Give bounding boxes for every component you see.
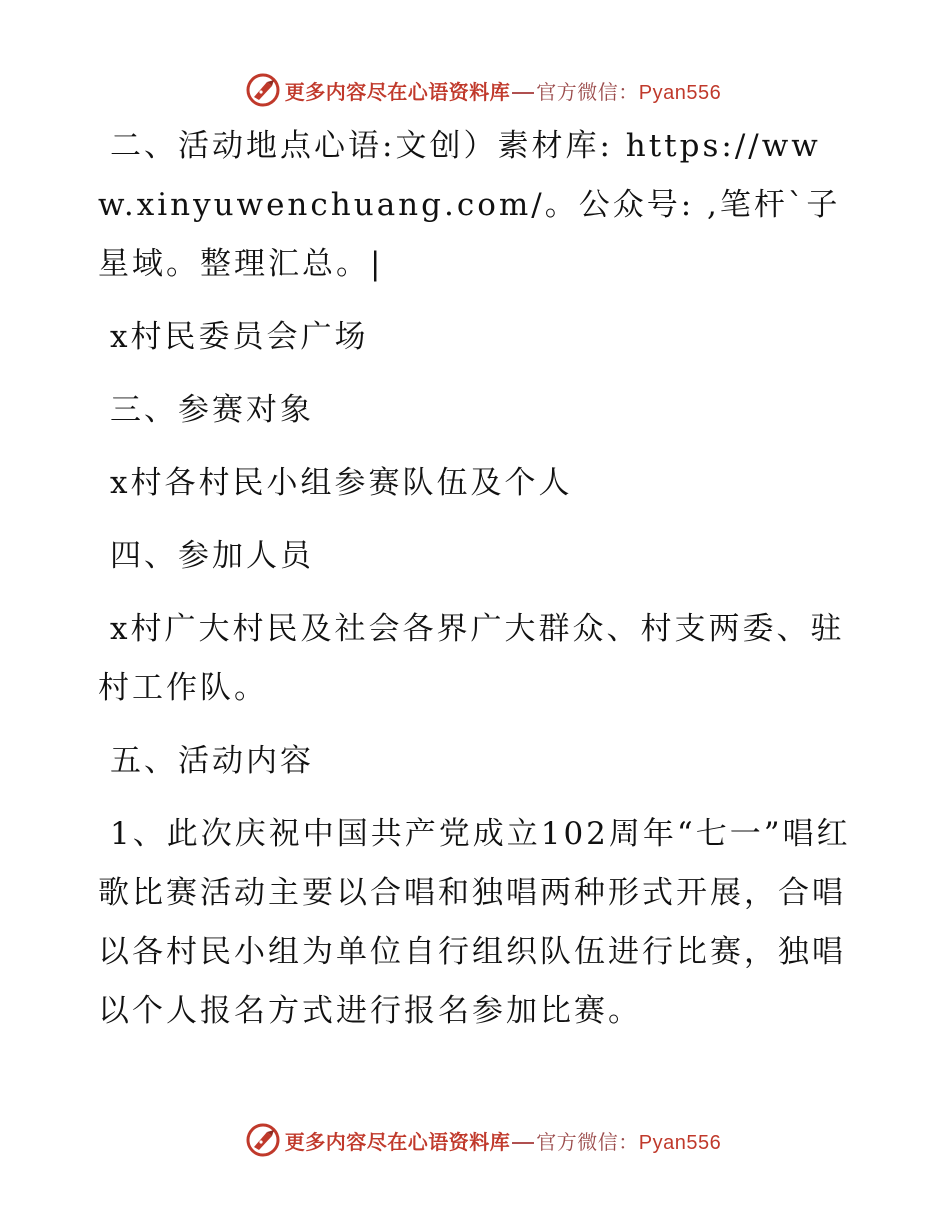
paragraph-location-value: x村民委员会广场 [110,319,369,355]
header-watermark-inner [245,72,721,108]
paragraph-participants-heading: 三、参赛对象 [110,392,314,428]
pen-nib-logo-icon [245,1122,281,1158]
paragraph-activity-location: 二、活动地点心语:文创）素材库: https://www.xinyuwenchuang.com/。公众号: ,笔杆`子星域。整理汇总。| [98,128,841,282]
footer-wechat-id: Pyan556 [638,1131,722,1154]
footer-separator [512,1142,534,1144]
footer-watermark-text [285,1126,721,1155]
footer-watermark-inner [245,1122,721,1158]
footer-watermark [0,1118,950,1162]
header-watermark [0,68,950,112]
paragraph-attendees-heading: 四、参加人员 [110,538,314,574]
pen-nib-logo-icon [245,72,281,108]
paragraph-participants-value: x村各村民小组参赛队伍及个人 [110,465,573,501]
header-wechat-label: 官方微信： [536,79,639,104]
header-watermark-text [285,76,721,105]
document-body [98,117,858,1055]
footer-site-text: 更多内容尽在心语资料库 [284,1129,511,1154]
header-wechat-id: Pyan556 [638,81,722,104]
paragraph-content-item-1: 1、此次庆祝中国共产党成立102周年“七一”唱红歌比赛活动主要以合唱和独唱两种形式开展，合唱以各村民小组为单位自行组织队伍进行比赛，独唱以个人报名方式进行报名参加比赛。 [98,816,851,1029]
paragraph-attendees-value: x村广大村民及社会各界广大群众、村支两委、驻村工作队。 [98,611,845,706]
paragraph-content-heading: 五、活动内容 [110,743,314,779]
header-site-text: 更多内容尽在心语资料库 [284,79,511,104]
footer-wechat-label: 官方微信： [536,1129,639,1154]
header-separator [512,92,534,94]
